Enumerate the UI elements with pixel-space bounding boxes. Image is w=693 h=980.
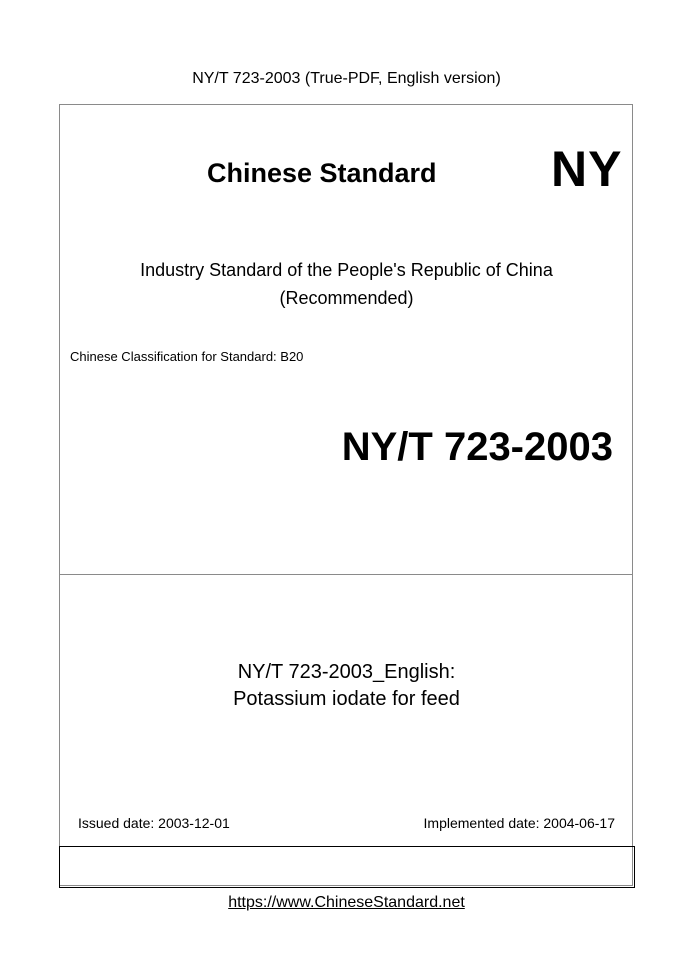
recommended-label: (Recommended): [279, 288, 414, 308]
cover-divider: [60, 574, 632, 575]
footer-box: [59, 846, 635, 888]
industry-standard-subtitle: Industry Standard of the People's Republic of China: [140, 260, 553, 280]
standard-code: NY/T 723-2003: [341, 425, 613, 469]
cover-frame: [59, 104, 633, 886]
document-title-line2: Potassium iodate for feed: [233, 688, 460, 710]
document-title-line1: NY/T 723-2003_English:: [237, 661, 456, 683]
classification-text: Chinese Classification for Standard: B20: [70, 349, 304, 364]
standard-title: Chinese Standard: [207, 158, 437, 188]
implemented-date: Implemented date: 2004-06-17: [423, 815, 615, 831]
page-header: NY/T 723-2003 (True-PDF, English version): [192, 70, 501, 87]
issued-date: Issued date: 2003-12-01: [78, 815, 230, 831]
website-link[interactable]: https://www.ChineseStandard.net: [228, 894, 465, 911]
standard-abbreviation: NY: [551, 141, 623, 197]
